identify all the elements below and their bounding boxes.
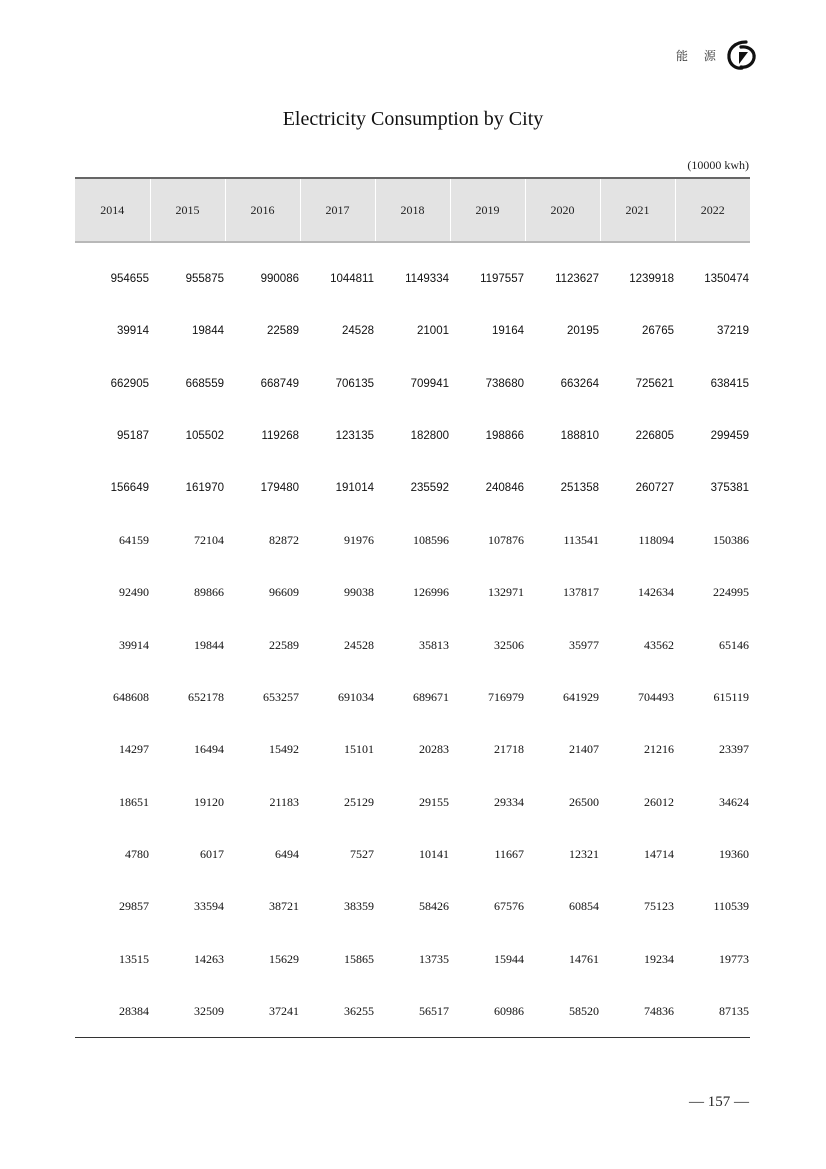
table-cell: 7527 [350,846,374,861]
table-cell: 18651 [119,794,149,809]
table-cell: 13515 [119,951,149,966]
table-cell: 235592 [410,482,449,495]
table-cell: 23397 [719,742,749,757]
table-cell: 6494 [275,846,299,861]
table-row [75,514,750,566]
table-cell: 251358 [560,482,599,495]
publisher-logo-icon [724,38,758,72]
table-row [75,462,750,514]
table-cell: 20195 [567,325,599,338]
table-cell: 37219 [717,325,749,338]
table-cell: 89866 [194,585,224,600]
table-row [75,619,750,671]
table-cell: 663264 [560,377,599,390]
table-cell: 38721 [269,899,299,914]
table-cell: 87135 [675,985,750,1038]
table-cell: 15492 [269,742,299,757]
table-row [75,985,750,1038]
column-header: 2014 [75,178,150,242]
section-label: 能 源 [676,48,722,63]
column-header: 2018 [375,178,450,242]
table-cell: 28384 [75,985,150,1038]
table-cell: 36255 [300,985,375,1038]
table-row [75,358,750,410]
table-cell: 107876 [488,533,524,548]
table-cell: 14297 [119,742,149,757]
table-cell: 64159 [119,533,149,548]
table-cell: 38359 [344,899,374,914]
table-cell: 26765 [642,325,674,338]
table-cell: 58520 [525,985,600,1038]
table-cell: 375381 [710,482,749,495]
table-cell: 108596 [413,533,449,548]
table-cell: 123135 [335,430,374,443]
table-cell: 72104 [194,533,224,548]
table-cell: 738680 [485,377,524,390]
table-cell: 26500 [569,794,599,809]
table-cell: 39914 [119,637,149,652]
table-cell: 653257 [263,690,299,705]
table-cell: 240846 [485,482,524,495]
table-cell: 704493 [638,690,674,705]
table-row [75,881,750,933]
table-row [75,933,750,985]
table-cell: 29334 [494,794,524,809]
table-cell: 14761 [569,951,599,966]
table-cell: 34624 [719,794,749,809]
table-row [75,671,750,723]
table-cell: 706135 [335,377,374,390]
table-row [75,776,750,828]
table-cell: 226805 [635,430,674,443]
table-cell: 662905 [110,377,149,390]
table-cell: 21718 [494,742,524,757]
table-cell: 37241 [225,985,300,1038]
table-cell: 19234 [644,951,674,966]
table-cell: 35813 [419,637,449,652]
column-header: 2015 [150,178,225,242]
table-cell: 60986 [450,985,525,1038]
table-cell: 1239918 [629,273,674,286]
table-cell: 182800 [410,430,449,443]
header-row [75,178,750,242]
table-cell: 137817 [563,585,599,600]
table-cell: 191014 [335,482,374,495]
table-cell: 668559 [185,377,224,390]
table-cell: 14263 [194,951,224,966]
table-cell: 22589 [267,325,299,338]
table-cell: 224995 [713,585,749,600]
table-cell: 638415 [710,377,749,390]
table-cell: 955875 [185,273,224,286]
table-row [75,724,750,776]
table-cell: 21407 [569,742,599,757]
table-cell: 689671 [413,690,449,705]
table-row [75,305,750,357]
unit-label: (10000 kwh) [687,158,749,172]
table-cell: 10141 [419,846,449,861]
table-cell: 113541 [563,533,599,548]
table-cell: 99038 [344,585,374,600]
table-cell: 725621 [635,377,674,390]
table-cell: 198866 [485,430,524,443]
table-cell: 19120 [194,794,224,809]
table-cell: 641929 [563,690,599,705]
table-cell: 24528 [344,637,374,652]
table-cell: 92490 [119,585,149,600]
column-header: 2016 [225,178,300,242]
table-cell: 32506 [494,637,524,652]
table-cell: 60854 [569,899,599,914]
table-cell: 95187 [117,430,149,443]
table-cell: 91976 [344,533,374,548]
page-number: — 157 — [689,1094,749,1110]
table-title: Electricity Consumption by City [282,108,544,130]
table-cell: 1149334 [405,273,449,286]
table-cell: 4780 [125,846,149,861]
table-cell: 24528 [342,325,374,338]
table-cell: 65146 [719,637,749,652]
table-cell: 179480 [260,482,299,495]
table-cell: 82872 [269,533,299,548]
table-cell: 110539 [713,899,749,914]
table-cell: 22589 [269,637,299,652]
table-cell: 1044811 [330,273,374,286]
table-row [75,242,750,305]
table-cell: 615119 [713,690,749,705]
table-body [75,242,750,1038]
table-cell: 1123627 [555,273,599,286]
table-cell: 716979 [488,690,524,705]
table-cell: 1350474 [704,273,749,286]
column-header: 2017 [300,178,375,242]
table-cell: 13735 [419,951,449,966]
table-cell: 15944 [494,951,524,966]
table-cell: 105502 [185,430,224,443]
table-cell: 260727 [635,482,674,495]
table-cell: 188810 [560,430,599,443]
table-cell: 43562 [644,637,674,652]
table-cell: 648608 [113,690,149,705]
page-header [676,38,758,72]
table-cell: 15101 [344,742,374,757]
table-cell: 75123 [644,899,674,914]
table-cell: 29155 [419,794,449,809]
column-header: 2021 [600,178,675,242]
table-cell: 668749 [260,377,299,390]
table-cell: 15865 [344,951,374,966]
table-cell: 19844 [194,637,224,652]
column-header: 2019 [450,178,525,242]
table-cell: 29857 [119,899,149,914]
table-cell: 161970 [185,482,224,495]
table-cell: 32509 [150,985,225,1038]
table-cell: 652178 [188,690,224,705]
table-cell: 20283 [419,742,449,757]
table-cell: 142634 [638,585,674,600]
data-table [75,177,750,1038]
table-cell: 35977 [569,637,599,652]
table-cell: 67576 [494,899,524,914]
table-cell: 11667 [494,846,524,861]
table-cell: 990086 [260,273,299,286]
table-cell: 709941 [410,377,449,390]
table-row [75,567,750,619]
column-header: 2020 [525,178,600,242]
table-cell: 150386 [713,533,749,548]
table-cell: 21001 [417,325,449,338]
table-cell: 19164 [492,325,524,338]
table-cell: 58426 [419,899,449,914]
table-cell: 56517 [375,985,450,1038]
table-cell: 119268 [261,430,299,443]
table-cell: 19844 [192,325,224,338]
table-cell: 96609 [269,585,299,600]
table-cell: 6017 [200,846,224,861]
table-cell: 126996 [413,585,449,600]
table-cell: 954655 [110,273,149,286]
column-header: 2022 [675,178,750,242]
table-cell: 12321 [569,846,599,861]
table-cell: 15629 [269,951,299,966]
table-cell: 39914 [117,325,149,338]
table-cell: 21216 [644,742,674,757]
table-cell: 74836 [600,985,675,1038]
table-cell: 14714 [644,846,674,861]
table-cell: 26012 [644,794,674,809]
table-row [75,410,750,462]
table-cell: 16494 [194,742,224,757]
table-cell: 156649 [110,482,149,495]
table-cell: 118094 [638,533,674,548]
table-cell: 132971 [488,585,524,600]
table-cell: 19773 [719,951,749,966]
table-cell: 21183 [269,794,299,809]
table-cell: 1197557 [480,273,524,286]
table-row [75,828,750,880]
table-cell: 691034 [338,690,374,705]
table-cell: 25129 [344,794,374,809]
table-cell: 19360 [719,846,749,861]
table-cell: 299459 [710,430,749,443]
table-cell: 33594 [194,899,224,914]
